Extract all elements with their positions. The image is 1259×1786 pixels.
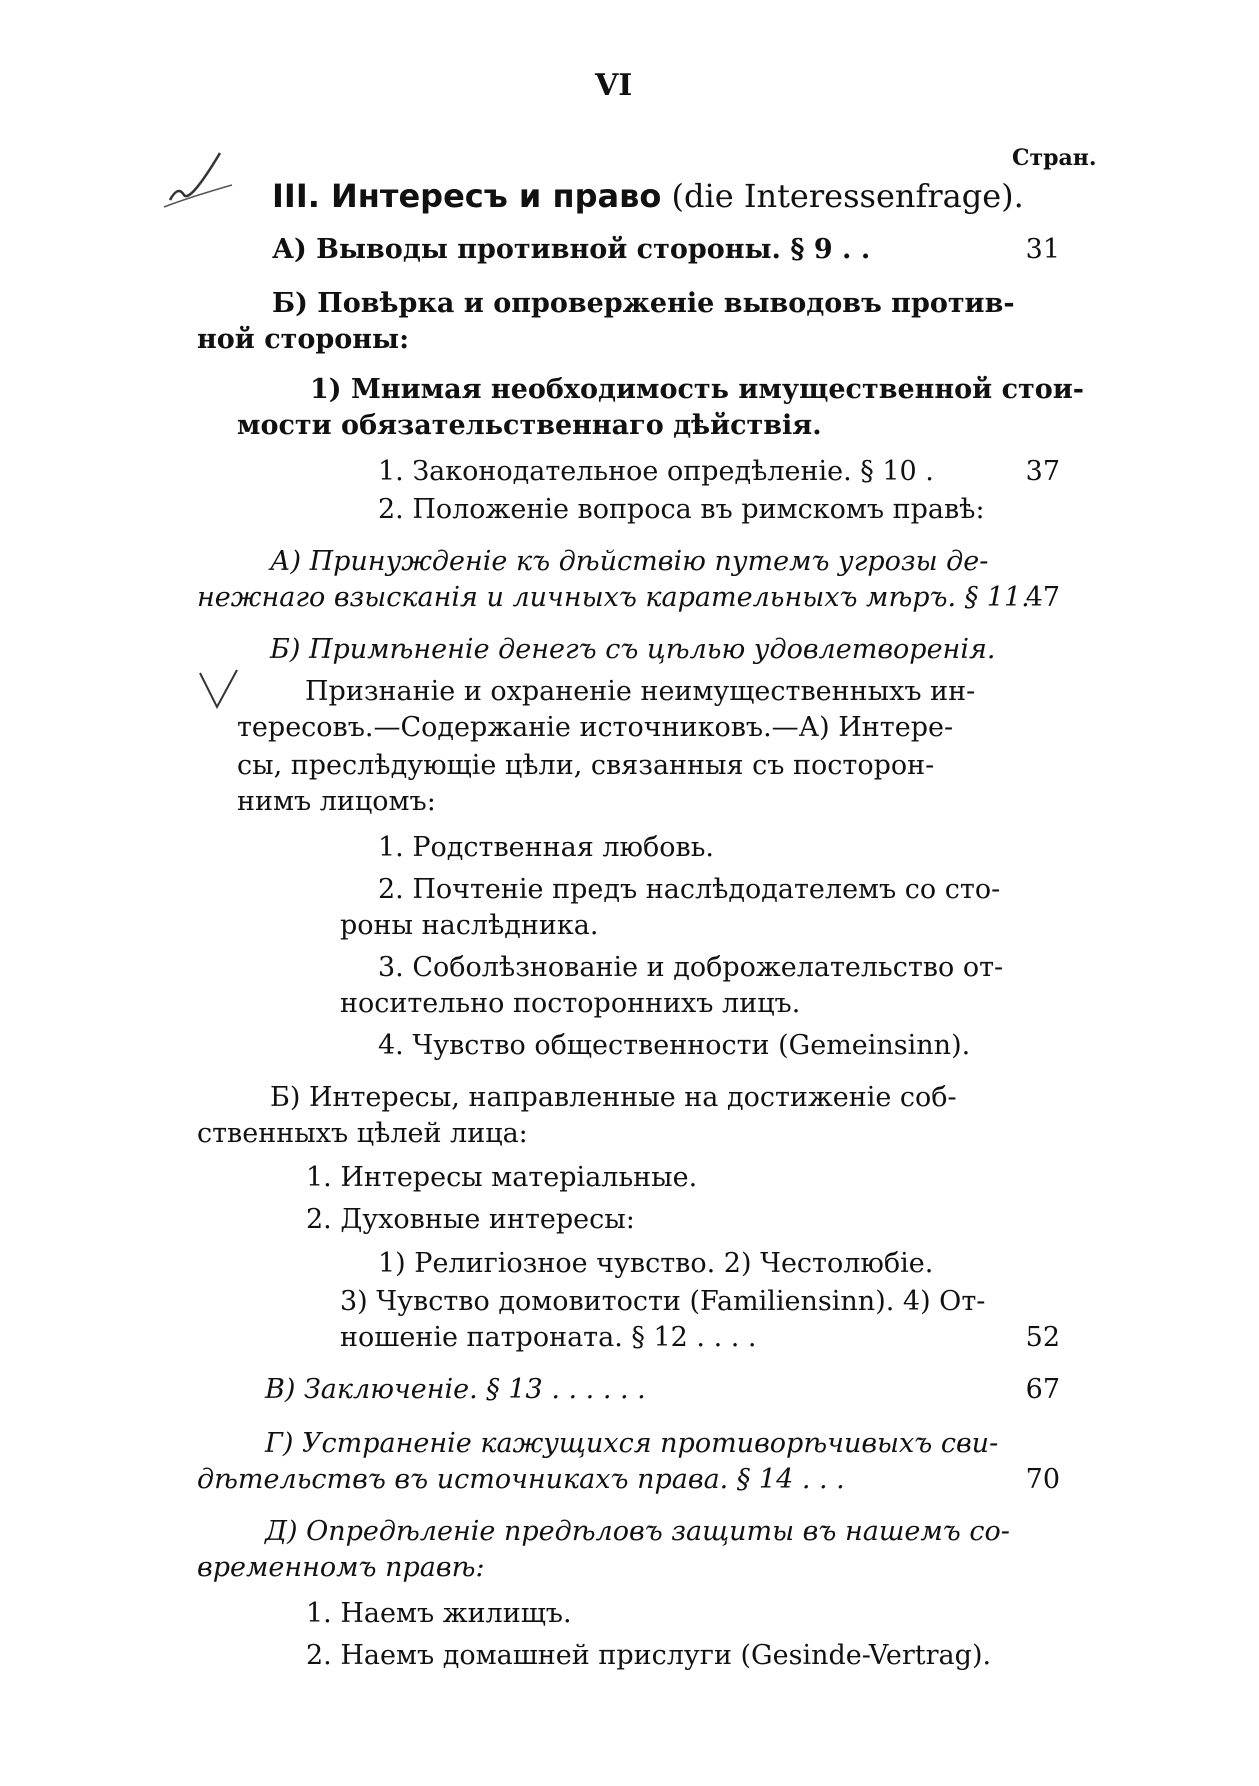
toc-entry: временномъ правѣ:	[197, 1552, 485, 1583]
toc-page: 47	[1025, 582, 1060, 613]
toc-page: 52	[1025, 1322, 1060, 1353]
toc-entry: ственныхъ цѣлей лица:	[197, 1118, 528, 1149]
toc-entry: роны наслѣдника.	[340, 910, 599, 941]
toc-entry: 1) Мнимая необходимость имущественной стои-	[310, 374, 1085, 405]
toc-entry: 2. Духовные интересы:	[306, 1204, 635, 1235]
toc-entry: нежнаго взысканія и личныхъ карательныхъ мѣръ. § 11.	[197, 582, 1030, 613]
toc-entry: В) Заключеніе. § 13 . . . . . .	[265, 1374, 646, 1405]
toc-entry: 3. Соболѣзнованіе и доброжелательство от-	[378, 952, 1004, 983]
toc-entry: тересовъ.—Содержаніе источниковъ.—А) Интере-	[237, 712, 954, 743]
toc-entry: 3) Чувство домовитости (Familiensinn). 4) От-	[340, 1286, 986, 1317]
toc-page: 37	[1025, 456, 1060, 487]
toc-entry: мости обязательственнаго дѣйствія.	[237, 410, 822, 441]
page-number: VI	[595, 68, 633, 103]
toc-entry: 4. Чувство общественности (Gemeinsinn).	[378, 1030, 971, 1061]
toc-page: 31	[1025, 234, 1060, 265]
toc-entry: дѣтельствъ въ источникахъ права. § 14 . . .	[197, 1464, 845, 1495]
toc-page: 70	[1025, 1464, 1060, 1495]
column-label: Стран.	[1012, 145, 1097, 171]
toc-entry: ношеніе патроната. § 12 . . . .	[340, 1322, 757, 1353]
section-title-rest: (die Interessenfrage).	[671, 177, 1024, 215]
toc-entry: Б) Интересы, направленные на достиженіе соб-	[270, 1082, 957, 1113]
toc-entry: 1. Наемъ жилищъ.	[306, 1598, 572, 1629]
toc-entry: А) Выводы противной стороны. § 9 . .	[272, 234, 871, 265]
section-title-bold: III. Интересъ и право	[272, 177, 662, 215]
toc-entry: Г) Устраненіе кажущихся противорѣчивыхъ сви-	[265, 1428, 999, 1459]
toc-entry: 2. Положеніе вопроса въ римскомъ правѣ:	[378, 494, 985, 525]
toc-page: 67	[1025, 1374, 1060, 1405]
toc-entry: 1) Религіозное чувство. 2) Честолюбіе.	[378, 1248, 934, 1279]
toc-entry: нимъ лицомъ:	[237, 786, 436, 817]
toc-entry: 1. Законодательное опредѣленіе. § 10 .	[378, 456, 934, 487]
toc-entry: 1. Родственная любовь.	[378, 832, 714, 863]
toc-entry: Д) Опредѣленіе предѣловъ защиты въ нашемъ со-	[265, 1516, 1010, 1547]
toc-entry: А) Принужденіе къ дѣйствію путемъ угрозы де-	[270, 546, 989, 577]
toc-entry: Б) Повѣрка и опроверженіе выводовъ против-	[272, 288, 1015, 319]
v-mark-icon	[195, 665, 245, 715]
toc-entry: ной стороны:	[197, 324, 410, 355]
toc-entry: 1. Интересы матеріальные.	[306, 1162, 698, 1193]
checkmark-icon	[160, 145, 240, 215]
toc-entry: носительно постороннихъ лицъ.	[340, 988, 801, 1019]
toc-entry: 2. Наемъ домашней прислуги (Gesinde-Vertrag).	[306, 1640, 992, 1671]
toc-entry: Признаніе и охраненіе неимущественныхъ ин-	[305, 676, 976, 707]
section-title	[272, 178, 1024, 214]
toc-entry: сы, преслѣдующіе цѣли, связанныя съ посторон-	[237, 750, 935, 781]
toc-entry: Б) Примѣненіе денегъ съ цѣлью удовлетворенія.	[270, 634, 996, 665]
toc-entry: 2. Почтеніе предъ наслѣдодателемъ со сто-	[378, 874, 1001, 905]
